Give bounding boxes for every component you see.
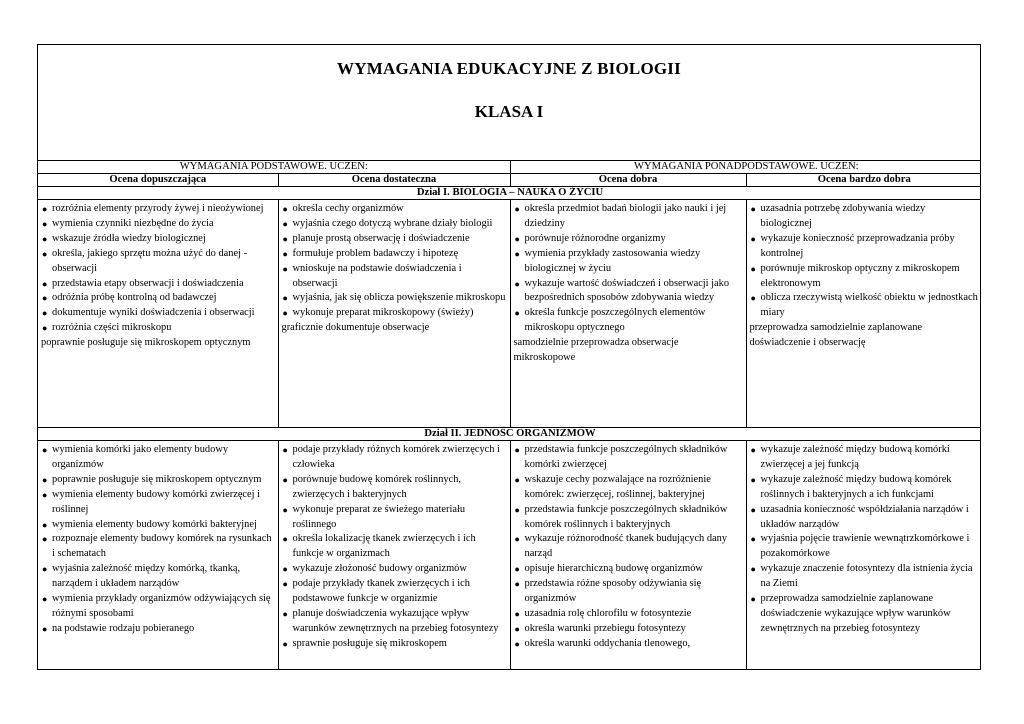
requirement-text: na podstawie rodzaju pobieranego <box>52 622 195 634</box>
bullet-icon: ● <box>42 278 48 289</box>
requirement-item <box>41 443 275 473</box>
requirement-text: odróżnia próbę kontrolną od badawczej <box>52 292 217 304</box>
requirement-text: rozpoznaje elementy budowy komórek na rysunkach i schematach <box>52 533 272 560</box>
requirement-item <box>514 577 743 607</box>
requirement-item <box>750 503 980 533</box>
requirement-item <box>514 277 743 307</box>
bullet-icon: ● <box>514 608 520 619</box>
bullet-icon: ● <box>282 248 288 259</box>
requirement-item <box>41 622 275 637</box>
requirement-item <box>514 532 743 562</box>
requirements-table <box>38 161 981 670</box>
requirement-text: określa lokalizację tkanek zwierzęcych i ich funkcje w organizmach <box>292 533 476 560</box>
bullet-icon: ● <box>42 233 48 244</box>
requirements-list <box>41 443 275 637</box>
requirement-item <box>282 532 507 562</box>
requirement-text: uzasadnia konieczność współdziałania narządów i układów narządów <box>760 503 969 530</box>
requirement-item <box>282 202 507 217</box>
bullet-icon: ● <box>282 504 288 515</box>
requirement-item <box>282 306 507 321</box>
requirement-item <box>282 247 507 262</box>
requirement-text: wymienia przykłady organizmów odżywiających się różnymi sposobami <box>52 593 271 619</box>
requirement-text: rozróżnia elementy przyrody żywej i nieożywionej <box>52 203 264 214</box>
requirements-cell <box>38 441 278 671</box>
document-page <box>37 44 981 670</box>
bullet-icon: ● <box>514 445 520 455</box>
requirement-item <box>514 232 743 247</box>
bullet-icon: ● <box>42 445 48 455</box>
bullet-icon: ● <box>282 579 288 590</box>
requirement-item <box>41 232 275 247</box>
requirement-item <box>750 473 980 503</box>
requirement-item <box>41 277 275 292</box>
requirement-item <box>41 291 275 306</box>
requirement-text: porównuje różnorodne organizmy <box>524 232 666 244</box>
requirement-item <box>282 262 507 292</box>
bullet-icon: ● <box>514 638 520 649</box>
bullet-icon: ● <box>750 263 756 274</box>
requirement-item <box>514 473 743 503</box>
bullet-icon: ● <box>282 293 288 304</box>
header-basic: WYMAGANIA PODSTAWOWE. UCZEŃ: <box>38 161 510 174</box>
requirement-text: wykazuje złożoność budowy organizmów <box>292 563 467 575</box>
requirement-item <box>282 291 507 306</box>
requirement-text: planuje prostą obserwację i doświadczenie <box>292 232 470 244</box>
section-row <box>38 187 981 200</box>
requirement-item <box>41 518 275 533</box>
requirement-text: podaje przykłady różnych komórek zwierzęcych i człowieka <box>292 444 500 470</box>
requirements-cell <box>38 200 278 428</box>
requirement-item <box>282 562 507 577</box>
bullet-icon: ● <box>514 233 520 244</box>
bullet-icon: ● <box>750 445 756 455</box>
bullet-icon: ● <box>514 534 520 545</box>
bullet-icon: ● <box>42 474 48 485</box>
requirement-text: porównuje budowę komórek roślinnych, zwierzęcych i bakteryjnych <box>292 473 462 500</box>
bullet-icon: ● <box>514 308 520 319</box>
title-box <box>38 45 980 161</box>
requirement-item <box>750 562 980 592</box>
bullet-icon: ● <box>282 308 288 319</box>
bullet-icon: ● <box>42 594 48 605</box>
requirement-item <box>750 592 980 637</box>
bullet-icon: ● <box>282 474 288 485</box>
bullet-icon: ● <box>514 579 520 590</box>
requirement-text: oblicza rzeczywistą wielkość obiektu w jednostkach miary <box>760 292 978 319</box>
content-row <box>38 200 981 428</box>
requirement-text: określa przedmiot badań biologii jako nauki i jej dziedziny <box>524 203 727 229</box>
requirement-text: określa warunki oddychania tlenowego, <box>524 637 691 649</box>
requirement-text: uzasadnia rolę chlorofilu w fotosyntezie <box>524 607 692 619</box>
requirement-text: wykazuje wartość doświadczeń i obserwacji jako bezpośrednich sposobów zdobywania wiedzy <box>524 277 730 304</box>
requirement-text: wyjaśnia, jak się oblicza powiększenie mikroskopu <box>292 292 506 304</box>
requirement-item <box>41 321 275 336</box>
requirement-item <box>41 562 275 592</box>
requirement-text: formułuje problem badawczy i hipotezę <box>292 247 459 259</box>
requirements-list <box>41 202 275 336</box>
requirement-item <box>750 262 980 292</box>
bullet-icon: ● <box>42 534 48 545</box>
requirement-text: wymienia elementy budowy komórki bakteryjnej <box>52 518 257 530</box>
requirement-note: samodzielnie przeprowadza obserwacje mikroskopowe <box>513 337 679 364</box>
requirement-note: przeprowadza samodzielnie zaplanowane doświadczenie i obserwację <box>749 322 923 349</box>
requirement-note: poprawnie posługuje się mikroskopem optycznym <box>41 337 251 349</box>
requirements-cell <box>746 441 981 671</box>
section-row <box>38 428 981 441</box>
requirement-item <box>750 443 980 473</box>
requirement-text: wykazuje różnorodność tkanek budujących dany narząd <box>524 533 728 560</box>
requirement-text: wykazuje znaczenie fotosyntezy dla istnienia życia na Ziemi <box>760 563 973 590</box>
requirement-text: określa funkcje poszczególnych elementów mikroskopu optycznego <box>524 307 706 334</box>
requirement-item <box>41 473 275 488</box>
requirement-item <box>514 306 743 336</box>
bullet-icon: ● <box>42 519 48 530</box>
requirement-item <box>282 473 507 503</box>
requirements-list <box>282 443 507 652</box>
bullet-icon: ● <box>282 608 288 619</box>
class-subtitle: KLASA I <box>474 102 544 121</box>
requirement-text: przedstawia etapy obserwacji i doświadczenia <box>52 277 244 289</box>
requirement-text: wyjaśnia pojęcie trawienie wewnątrzkomórkowe i pozakomórkowe <box>760 533 970 560</box>
requirement-text: planuje doświadczenia wykazujące wpływ warunków zewnętrznych na przebieg fotosyntezy <box>292 607 499 634</box>
requirement-item <box>41 247 275 277</box>
requirement-text: podaje przykłady tkanek zwierzęcych i ich podstawowe funkcje w organizmie <box>292 578 470 605</box>
requirement-text: opisuje hierarchiczną budowę organizmów <box>524 563 703 575</box>
bullet-icon: ● <box>514 278 520 289</box>
section-title: Dział II. JEDNOŚĆ ORGANIZMÓW <box>38 428 981 441</box>
grade-header: Ocena bardzo dobra <box>746 174 981 187</box>
bullet-icon: ● <box>750 204 756 214</box>
requirement-text: określa warunki przebiegu fotosyntezy <box>524 622 686 634</box>
requirement-item <box>41 217 275 232</box>
requirement-item <box>750 532 980 562</box>
requirement-text: przedstawia funkcje poszczególnych składników komórek roślinnych i bakteryjnych <box>524 503 728 530</box>
bullet-icon: ● <box>750 474 756 485</box>
requirement-item <box>282 607 507 637</box>
requirement-item <box>514 562 743 577</box>
bullet-icon: ● <box>42 308 48 319</box>
bullet-icon: ● <box>514 623 520 634</box>
requirement-text: wyjaśnia czego dotyczą wybrane działy biologii <box>292 217 493 229</box>
requirement-item <box>750 202 980 232</box>
content-row <box>38 441 981 671</box>
section-title: Dział I. BIOLOGIA – NAUKA O ŻYCIU <box>38 187 981 200</box>
grade-header: Ocena dostateczna <box>278 174 510 187</box>
requirements-cell <box>278 441 510 671</box>
bullet-icon: ● <box>514 504 520 515</box>
bullet-icon: ● <box>750 293 756 304</box>
requirement-item <box>282 577 507 607</box>
bullet-icon: ● <box>42 564 48 575</box>
requirement-text: wykonuje preparat ze świeżego materiału roślinnego <box>292 503 466 530</box>
requirement-item <box>750 291 980 321</box>
requirement-text: wykazuje zależność między budową komórek roślinnych i bakteryjnych a ich funkcjami <box>760 473 952 500</box>
header-row-levels <box>38 161 981 174</box>
requirements-list <box>514 202 743 336</box>
header-advanced: WYMAGANIA PONADPODSTAWOWE. UCZEŃ: <box>510 161 981 174</box>
requirement-text: wykonuje preparat mikroskopowy (świeży) <box>292 307 474 319</box>
requirement-item <box>282 232 507 247</box>
bullet-icon: ● <box>282 638 288 649</box>
requirement-text: wymienia czynniki niezbędne do życia <box>52 217 214 229</box>
bullet-icon: ● <box>42 623 48 634</box>
requirement-text: wyjaśnia zależność między komórką, tkanką, narządem i układem narządów <box>52 563 241 590</box>
requirement-item <box>41 488 275 518</box>
requirement-text: wnioskuje na podstawie doświadczenia i obserwacji <box>292 262 462 289</box>
grade-header: Ocena dobra <box>510 174 746 187</box>
bullet-icon: ● <box>42 248 48 259</box>
requirement-text: wymienia przykłady zastosowania wiedzy biologicznej w życiu <box>524 247 701 274</box>
bullet-icon: ● <box>282 204 288 214</box>
bullet-icon: ● <box>750 564 756 575</box>
requirement-text: rozróżnia części mikroskopu <box>52 322 172 334</box>
bullet-icon: ● <box>514 474 520 485</box>
requirements-list <box>514 443 743 652</box>
requirement-text: określa, jakiego sprzętu można użyć do danej -obserwacji <box>52 247 248 274</box>
requirement-item <box>514 622 743 637</box>
requirement-text: poprawnie posługuje się mikroskopem optycznym <box>52 473 262 485</box>
requirement-item <box>282 217 507 232</box>
bullet-icon: ● <box>750 594 756 605</box>
document-title: WYMAGANIA EDUKACYJNE Z BIOLOGII <box>337 59 681 78</box>
requirement-text: wskazuje źródła wiedzy biologicznej <box>52 232 206 244</box>
requirement-text: przedstawia różne sposoby odżywiania się organizmów <box>524 578 702 605</box>
requirement-item <box>41 592 275 622</box>
bullet-icon: ● <box>282 534 288 545</box>
bullet-icon: ● <box>282 564 288 575</box>
bullet-icon: ● <box>514 248 520 259</box>
requirement-note: graficznie dokumentuje obserwacje <box>281 322 430 334</box>
requirements-cell <box>510 200 746 428</box>
requirement-text: wykazuje konieczność przeprowadzania próby kontrolnej <box>760 232 955 259</box>
bullet-icon: ● <box>282 233 288 244</box>
requirements-cell <box>746 200 981 428</box>
requirement-item <box>514 607 743 622</box>
requirement-item <box>282 443 507 473</box>
requirements-list <box>750 443 980 637</box>
requirement-text: uzasadnia potrzebę zdobywania wiedzy biologicznej <box>760 203 926 229</box>
requirement-item <box>282 503 507 533</box>
requirement-text: sprawnie posługuje się mikroskopem <box>292 637 447 649</box>
requirement-item <box>41 202 275 217</box>
requirement-text: dokumentuje wyniki doświadczenia i obserwacji <box>52 307 255 319</box>
requirement-item <box>514 202 743 232</box>
bullet-icon: ● <box>750 504 756 515</box>
requirement-text: wskazuje cechy pozwalające na rozróżnienie komórek: zwierzęcej, roślinnej, bakteryjnej <box>524 473 711 500</box>
bullet-icon: ● <box>514 204 520 214</box>
bullet-icon: ● <box>282 218 288 229</box>
requirement-item <box>514 247 743 277</box>
bullet-icon: ● <box>750 233 756 244</box>
bullet-icon: ● <box>282 263 288 274</box>
requirement-text: porównuje mikroskop optyczny z mikroskopem elektronowym <box>760 262 960 289</box>
requirement-item <box>750 232 980 262</box>
requirement-text: przeprowadza samodzielnie zaplanowane doświadczenie wykazujące wpływ warunków zewnętrznych na przebieg fotosyntezy <box>760 593 951 634</box>
requirements-list <box>750 202 980 321</box>
bullet-icon: ● <box>750 534 756 545</box>
requirement-text: wykazuje zależność między budową komórki zwierzęcej a jej funkcją <box>760 444 950 470</box>
bullet-icon: ● <box>42 489 48 500</box>
requirements-list <box>282 202 507 321</box>
requirement-text: przedstawia funkcje poszczególnych składników komórki zwierzęcej <box>524 444 728 470</box>
grade-header: Ocena dopuszczająca <box>38 174 278 187</box>
bullet-icon: ● <box>42 218 48 229</box>
requirement-item <box>41 306 275 321</box>
bullet-icon: ● <box>42 204 48 214</box>
requirement-item <box>41 532 275 562</box>
requirement-item <box>514 637 743 652</box>
requirement-item <box>282 637 507 652</box>
bullet-icon: ● <box>42 323 48 334</box>
requirement-item <box>514 503 743 533</box>
bullet-icon: ● <box>514 564 520 575</box>
requirement-item <box>514 443 743 473</box>
bullet-icon: ● <box>282 445 288 455</box>
header-row-grades <box>38 174 981 187</box>
requirement-text: wymienia komórki jako elementy budowy organizmów <box>52 444 229 470</box>
bullet-icon: ● <box>42 293 48 304</box>
requirements-cell <box>510 441 746 671</box>
requirement-text: określa cechy organizmów <box>292 203 404 214</box>
requirements-cell <box>278 200 510 428</box>
requirement-text: wymienia elementy budowy komórki zwierzęcej i roślinnej <box>52 488 261 515</box>
